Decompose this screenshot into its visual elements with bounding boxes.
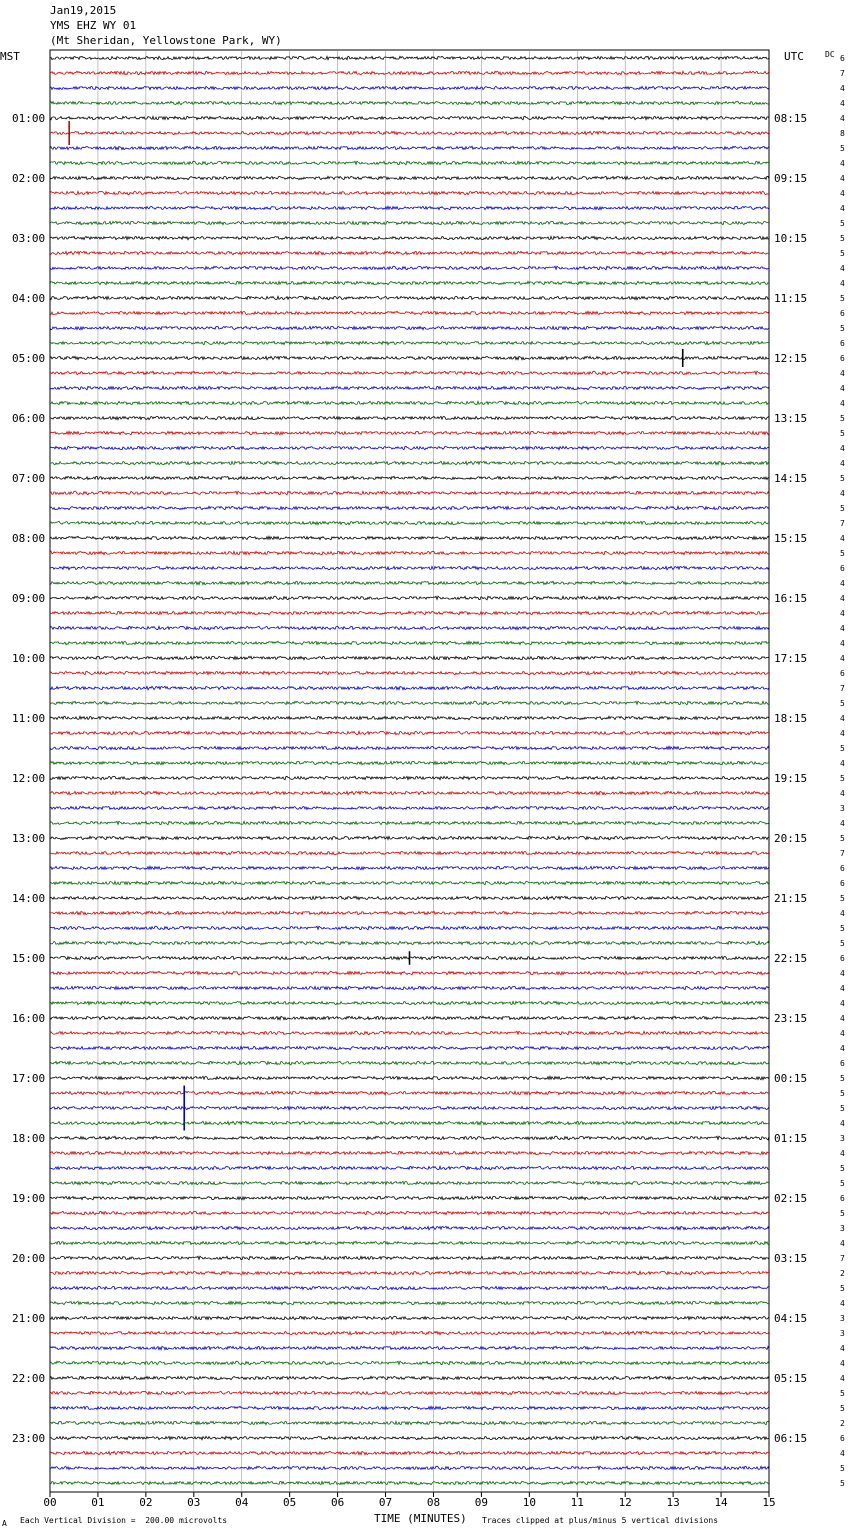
dc-offset-value: 5 (840, 1479, 845, 1488)
dc-offset-value: 4 (840, 534, 845, 543)
trace-line (50, 596, 769, 600)
dc-offset-value: 4 (840, 594, 845, 603)
mst-hour-label: 06:00 (12, 412, 46, 425)
mst-hour-label: 07:00 (12, 472, 46, 485)
trace-line (50, 566, 769, 570)
utc-hour-label: 08:15 (774, 112, 808, 125)
dc-offset-value: 4 (840, 759, 845, 768)
dc-offset-value: 6 (840, 354, 845, 363)
trace-line (50, 626, 769, 629)
trace-line (50, 1091, 769, 1094)
dc-offset-value: 4 (840, 204, 845, 213)
dc-offset-value: 4 (840, 609, 845, 618)
dc-offset-value: 4 (840, 1299, 845, 1308)
utc-hour-label: 00:15 (774, 1072, 808, 1085)
trace-line (50, 671, 769, 674)
mst-hour-label: 08:00 (12, 532, 46, 545)
mst-hour-label: 23:00 (12, 1432, 46, 1445)
utc-hour-label: 21:15 (774, 892, 808, 905)
scale-note: Each Vertical Division = 200.00 microvolts (20, 1516, 228, 1525)
station-location: (Mt Sheridan, Yellowstone Park, WY) (50, 34, 282, 47)
dc-offset-value: 6 (840, 54, 845, 63)
dc-offset-value: 4 (840, 1239, 845, 1248)
mst-hour-label: 20:00 (12, 1252, 46, 1265)
dc-offset-value: 5 (840, 219, 845, 228)
trace-line (50, 1436, 769, 1439)
trace-line (50, 491, 769, 495)
trace-line (50, 251, 769, 255)
dc-offset-value: 6 (840, 954, 845, 963)
dc-offset-value: 5 (840, 1179, 845, 1188)
left-timezone-label: MST (0, 50, 20, 63)
utc-hour-label: 12:15 (774, 352, 808, 365)
dc-offset-value: 4 (840, 159, 845, 168)
dc-offset-value: 4 (840, 624, 845, 633)
mst-hour-label: 01:00 (12, 112, 46, 125)
dc-offset-value: 2 (840, 1419, 845, 1428)
utc-hour-label: 06:15 (774, 1432, 808, 1445)
dc-offset-value: 4 (840, 399, 845, 408)
trace-line (50, 71, 769, 75)
x-tick-label: 13 (666, 1496, 680, 1509)
station-code: YMS EHZ WY 01 (50, 19, 137, 32)
dc-offset-value: 6 (840, 1434, 845, 1443)
mst-hour-label: 16:00 (12, 1012, 46, 1025)
trace-line (50, 686, 769, 690)
dc-offset-value: 5 (840, 1209, 845, 1218)
dc-offset-value: 4 (840, 654, 845, 663)
dc-offset-value: 4 (840, 114, 845, 123)
trace-line (50, 146, 769, 150)
dc-offset-value: 6 (840, 339, 845, 348)
dc-offset-value: 5 (840, 1404, 845, 1413)
trace-line (50, 1211, 769, 1214)
dc-offset-value: 4 (840, 1449, 845, 1458)
dc-offset-value: 7 (840, 69, 845, 78)
mst-hour-label: 17:00 (12, 1072, 46, 1085)
trace-line (50, 656, 769, 659)
trace-line (50, 1391, 769, 1394)
dc-offset-value: 5 (840, 939, 845, 948)
dc-offset-value: 4 (840, 1119, 845, 1128)
trace-line (50, 1166, 769, 1169)
trace-line (50, 236, 769, 239)
trace-line (50, 371, 769, 375)
trace-line (50, 341, 769, 344)
trace-line (50, 386, 769, 390)
dc-offset-value: 4 (840, 909, 845, 918)
trace-line (50, 1346, 769, 1350)
dc-offset-value: 5 (840, 744, 845, 753)
dc-offset-value: 4 (840, 1029, 845, 1038)
mst-hour-label: 04:00 (12, 292, 46, 305)
dc-offset-value: 4 (840, 789, 845, 798)
trace-line (50, 836, 769, 839)
x-tick-label: 09 (474, 1496, 489, 1509)
dc-offset-value: 5 (840, 894, 845, 903)
dc-offset-value: 4 (840, 1014, 845, 1023)
mst-hour-label: 03:00 (12, 232, 46, 245)
dc-offset-value: 4 (840, 969, 845, 978)
utc-hour-label: 20:15 (774, 832, 808, 845)
mst-hour-label: 10:00 (12, 652, 46, 665)
utc-hour-label: 22:15 (774, 952, 808, 965)
mst-hour-label: 22:00 (12, 1372, 46, 1385)
trace-line (50, 296, 769, 299)
dc-offset-value: 5 (840, 1089, 845, 1098)
trace-line (50, 431, 769, 435)
trace-line (50, 326, 769, 329)
mst-hour-label: 02:00 (12, 172, 46, 185)
x-tick-label: 15 (762, 1496, 776, 1509)
utc-hour-label: 01:15 (774, 1132, 808, 1145)
trace-line (50, 1466, 769, 1470)
dc-offset-value: 5 (840, 1464, 845, 1473)
dc-offset-value: 5 (840, 834, 845, 843)
mst-hour-label: 21:00 (12, 1312, 46, 1325)
trace-line (50, 416, 769, 419)
dc-offset-value: 4 (840, 99, 845, 108)
chart-date: Jan19,2015 (50, 4, 117, 17)
utc-hour-label: 05:15 (774, 1372, 808, 1385)
plot-frame (50, 50, 769, 1492)
mst-hour-label: 11:00 (12, 712, 46, 725)
trace-line (50, 611, 769, 614)
dc-offset-value: 4 (840, 1359, 845, 1368)
trace-line (50, 1331, 769, 1335)
trace-line (50, 1046, 769, 1049)
x-tick-label: 08 (426, 1496, 441, 1509)
dc-offset-value: 4 (840, 174, 845, 183)
utc-hour-label: 13:15 (774, 412, 808, 425)
trace-line (50, 1106, 769, 1109)
utc-hour-label: 23:15 (774, 1012, 808, 1025)
dc-offset-value: 4 (840, 489, 845, 498)
trace-line (50, 731, 769, 734)
trace-line (50, 1151, 769, 1154)
mst-hour-label: 13:00 (12, 832, 46, 845)
trace-line (50, 311, 769, 315)
dc-offset-value: 4 (840, 984, 845, 993)
dc-offset-value: 6 (840, 1059, 845, 1068)
trace-line (50, 1301, 769, 1305)
dc-offset-value: 4 (840, 369, 845, 378)
trace-line (50, 941, 769, 944)
utc-hour-label: 14:15 (774, 472, 808, 485)
trace-line (50, 1376, 769, 1379)
utc-hour-label: 10:15 (774, 232, 808, 245)
mst-hour-label: 19:00 (12, 1192, 46, 1205)
dc-offset-value: 3 (840, 1134, 845, 1143)
trace-line (50, 1421, 769, 1424)
dc-offset-value: 5 (840, 1284, 845, 1293)
trace-line (50, 1406, 769, 1410)
trace-line (50, 821, 769, 825)
trace-line (50, 1241, 769, 1245)
x-tick-label: 11 (570, 1496, 584, 1509)
trace-line (50, 116, 769, 119)
utc-hour-label: 16:15 (774, 592, 808, 605)
dc-offset-value: 4 (840, 729, 845, 738)
trace-line (50, 281, 769, 284)
dc-offset-value: 7 (840, 519, 845, 528)
dc-offset-value: 3 (840, 1314, 845, 1323)
mst-hour-label: 15:00 (12, 952, 46, 965)
utc-hour-label: 02:15 (774, 1192, 808, 1205)
x-tick-label: 05 (283, 1496, 297, 1509)
x-tick-label: 04 (235, 1496, 249, 1509)
trace-line (50, 716, 769, 719)
dc-offset-value: 5 (840, 474, 845, 483)
dc-offset-value: 5 (840, 1389, 845, 1398)
dc-offset-value: 5 (840, 294, 845, 303)
trace-line (50, 701, 769, 705)
clip-note: Traces clipped at plus/minus 5 vertical divisions (482, 1516, 719, 1525)
trace-line (50, 1121, 769, 1125)
dc-offset-value: 7 (840, 684, 845, 693)
dc-offset-value: 6 (840, 669, 845, 678)
trace-line (50, 866, 769, 870)
utc-hour-label: 18:15 (774, 712, 808, 725)
dc-offset-value: 4 (840, 639, 845, 648)
trace-line (50, 1076, 769, 1080)
dc-offset-value: 5 (840, 144, 845, 153)
x-tick-label: 00 (43, 1496, 57, 1509)
trace-line (50, 1061, 769, 1064)
trace-line (50, 551, 769, 554)
utc-hour-label: 19:15 (774, 772, 808, 785)
trace-line (50, 1016, 769, 1020)
trace-line (50, 1001, 769, 1005)
right-timezone-label: UTC (784, 50, 804, 63)
trace-line (50, 806, 769, 810)
dc-offset-value: 5 (840, 1104, 845, 1113)
trace-line (50, 221, 769, 224)
trace-line (50, 461, 769, 465)
trace-line (50, 776, 769, 779)
trace-line (50, 1361, 769, 1365)
trace-line (50, 86, 769, 89)
x-tick-label: 03 (187, 1496, 201, 1509)
dc-offset-value: 4 (840, 579, 845, 588)
dc-offset-value: 3 (840, 1224, 845, 1233)
trace-line (50, 926, 769, 930)
trace-line (50, 1316, 769, 1319)
trace-line (50, 476, 769, 479)
dc-offset-value: 4 (840, 189, 845, 198)
trace-line (50, 1286, 769, 1289)
dc-offset-value: 5 (840, 549, 845, 558)
trace-line (50, 641, 769, 645)
trace-line (50, 851, 769, 854)
dc-offset-value: 7 (840, 849, 845, 858)
trace-line (50, 746, 769, 750)
trace-line (50, 101, 769, 104)
dc-offset-value: 7 (840, 1254, 845, 1263)
dc-offset-value: 3 (840, 1329, 845, 1338)
trace-line (50, 1481, 769, 1484)
utc-hour-label: 17:15 (774, 652, 808, 665)
trace-line (50, 506, 769, 509)
x-tick-label: 14 (714, 1496, 728, 1509)
dc-offset-value: 4 (840, 1374, 845, 1383)
dc-offset-value: 6 (840, 879, 845, 888)
trace-line (50, 1271, 769, 1274)
dc-offset-value: 6 (840, 564, 845, 573)
mst-hour-label: 14:00 (12, 892, 46, 905)
mst-hour-label: 12:00 (12, 772, 46, 785)
trace-line (50, 161, 769, 165)
trace-line (50, 896, 769, 900)
dc-offset-value: 5 (840, 429, 845, 438)
trace-line (50, 1181, 769, 1184)
dc-offset-value: 4 (840, 819, 845, 828)
trace-line (50, 1136, 769, 1140)
trace-line (50, 1196, 769, 1200)
corner-mark: A (2, 1519, 7, 1528)
trace-line (50, 986, 769, 989)
dc-label: DC (825, 50, 835, 59)
trace-line (50, 1031, 769, 1035)
dc-offset-value: 5 (840, 1074, 845, 1083)
dc-offset-value: 5 (840, 504, 845, 513)
utc-hour-label: 04:15 (774, 1312, 808, 1325)
x-tick-label: 02 (139, 1496, 153, 1509)
dc-offset-value: 4 (840, 279, 845, 288)
utc-hour-label: 11:15 (774, 292, 808, 305)
dc-offset-value: 5 (840, 774, 845, 783)
trace-line (50, 536, 769, 540)
dc-offset-value: 5 (840, 1164, 845, 1173)
dc-offset-value: 4 (840, 999, 845, 1008)
dc-offset-value: 5 (840, 414, 845, 423)
x-tick-label: 07 (378, 1496, 393, 1509)
dc-offset-value: 6 (840, 864, 845, 873)
trace-line (50, 971, 769, 975)
dc-offset-value: 4 (840, 1044, 845, 1053)
trace-line (50, 266, 769, 270)
dc-offset-value: 5 (840, 234, 845, 243)
dc-offset-value: 6 (840, 1194, 845, 1203)
trace-line (50, 191, 769, 194)
dc-offset-value: 5 (840, 924, 845, 933)
trace-line (50, 56, 769, 59)
trace-line (50, 1226, 769, 1230)
dc-offset-value: 4 (840, 444, 845, 453)
dc-offset-value: 5 (840, 699, 845, 708)
dc-offset-value: 4 (840, 384, 845, 393)
x-axis-label: TIME (MINUTES) (374, 1512, 467, 1525)
mst-hour-label: 09:00 (12, 592, 46, 605)
dc-offset-value: 4 (840, 714, 845, 723)
mst-hour-label: 05:00 (12, 352, 46, 365)
dc-offset-value: 4 (840, 459, 845, 468)
trace-line (50, 521, 769, 524)
trace-line (50, 356, 769, 360)
utc-hour-label: 03:15 (774, 1252, 808, 1265)
dc-offset-value: 6 (840, 309, 845, 318)
dc-offset-value: 4 (840, 264, 845, 273)
x-tick-label: 01 (91, 1496, 105, 1509)
trace-line (50, 446, 769, 449)
trace-line (50, 791, 769, 795)
trace-line (50, 131, 769, 135)
trace-line (50, 176, 769, 179)
trace-line (50, 911, 769, 915)
x-tick-label: 10 (522, 1496, 536, 1509)
trace-line (50, 206, 769, 210)
x-tick-label: 12 (618, 1496, 632, 1509)
dc-offset-value: 5 (840, 324, 845, 333)
trace-line (50, 1256, 769, 1260)
trace-line (50, 581, 769, 585)
trace-line (50, 1451, 769, 1455)
dc-offset-value: 3 (840, 804, 845, 813)
trace-line (50, 881, 769, 884)
trace-line (50, 761, 769, 764)
dc-offset-value: 4 (840, 1149, 845, 1158)
x-tick-label: 06 (330, 1496, 345, 1509)
dc-offset-value: 4 (840, 1344, 845, 1353)
trace-line (50, 401, 769, 404)
utc-hour-label: 09:15 (774, 172, 808, 185)
dc-offset-value: 4 (840, 84, 845, 93)
mst-hour-label: 18:00 (12, 1132, 46, 1145)
utc-hour-label: 15:15 (774, 532, 808, 545)
dc-offset-value: 5 (840, 249, 845, 258)
dc-offset-value: 2 (840, 1269, 845, 1278)
dc-offset-value: 8 (840, 129, 845, 138)
